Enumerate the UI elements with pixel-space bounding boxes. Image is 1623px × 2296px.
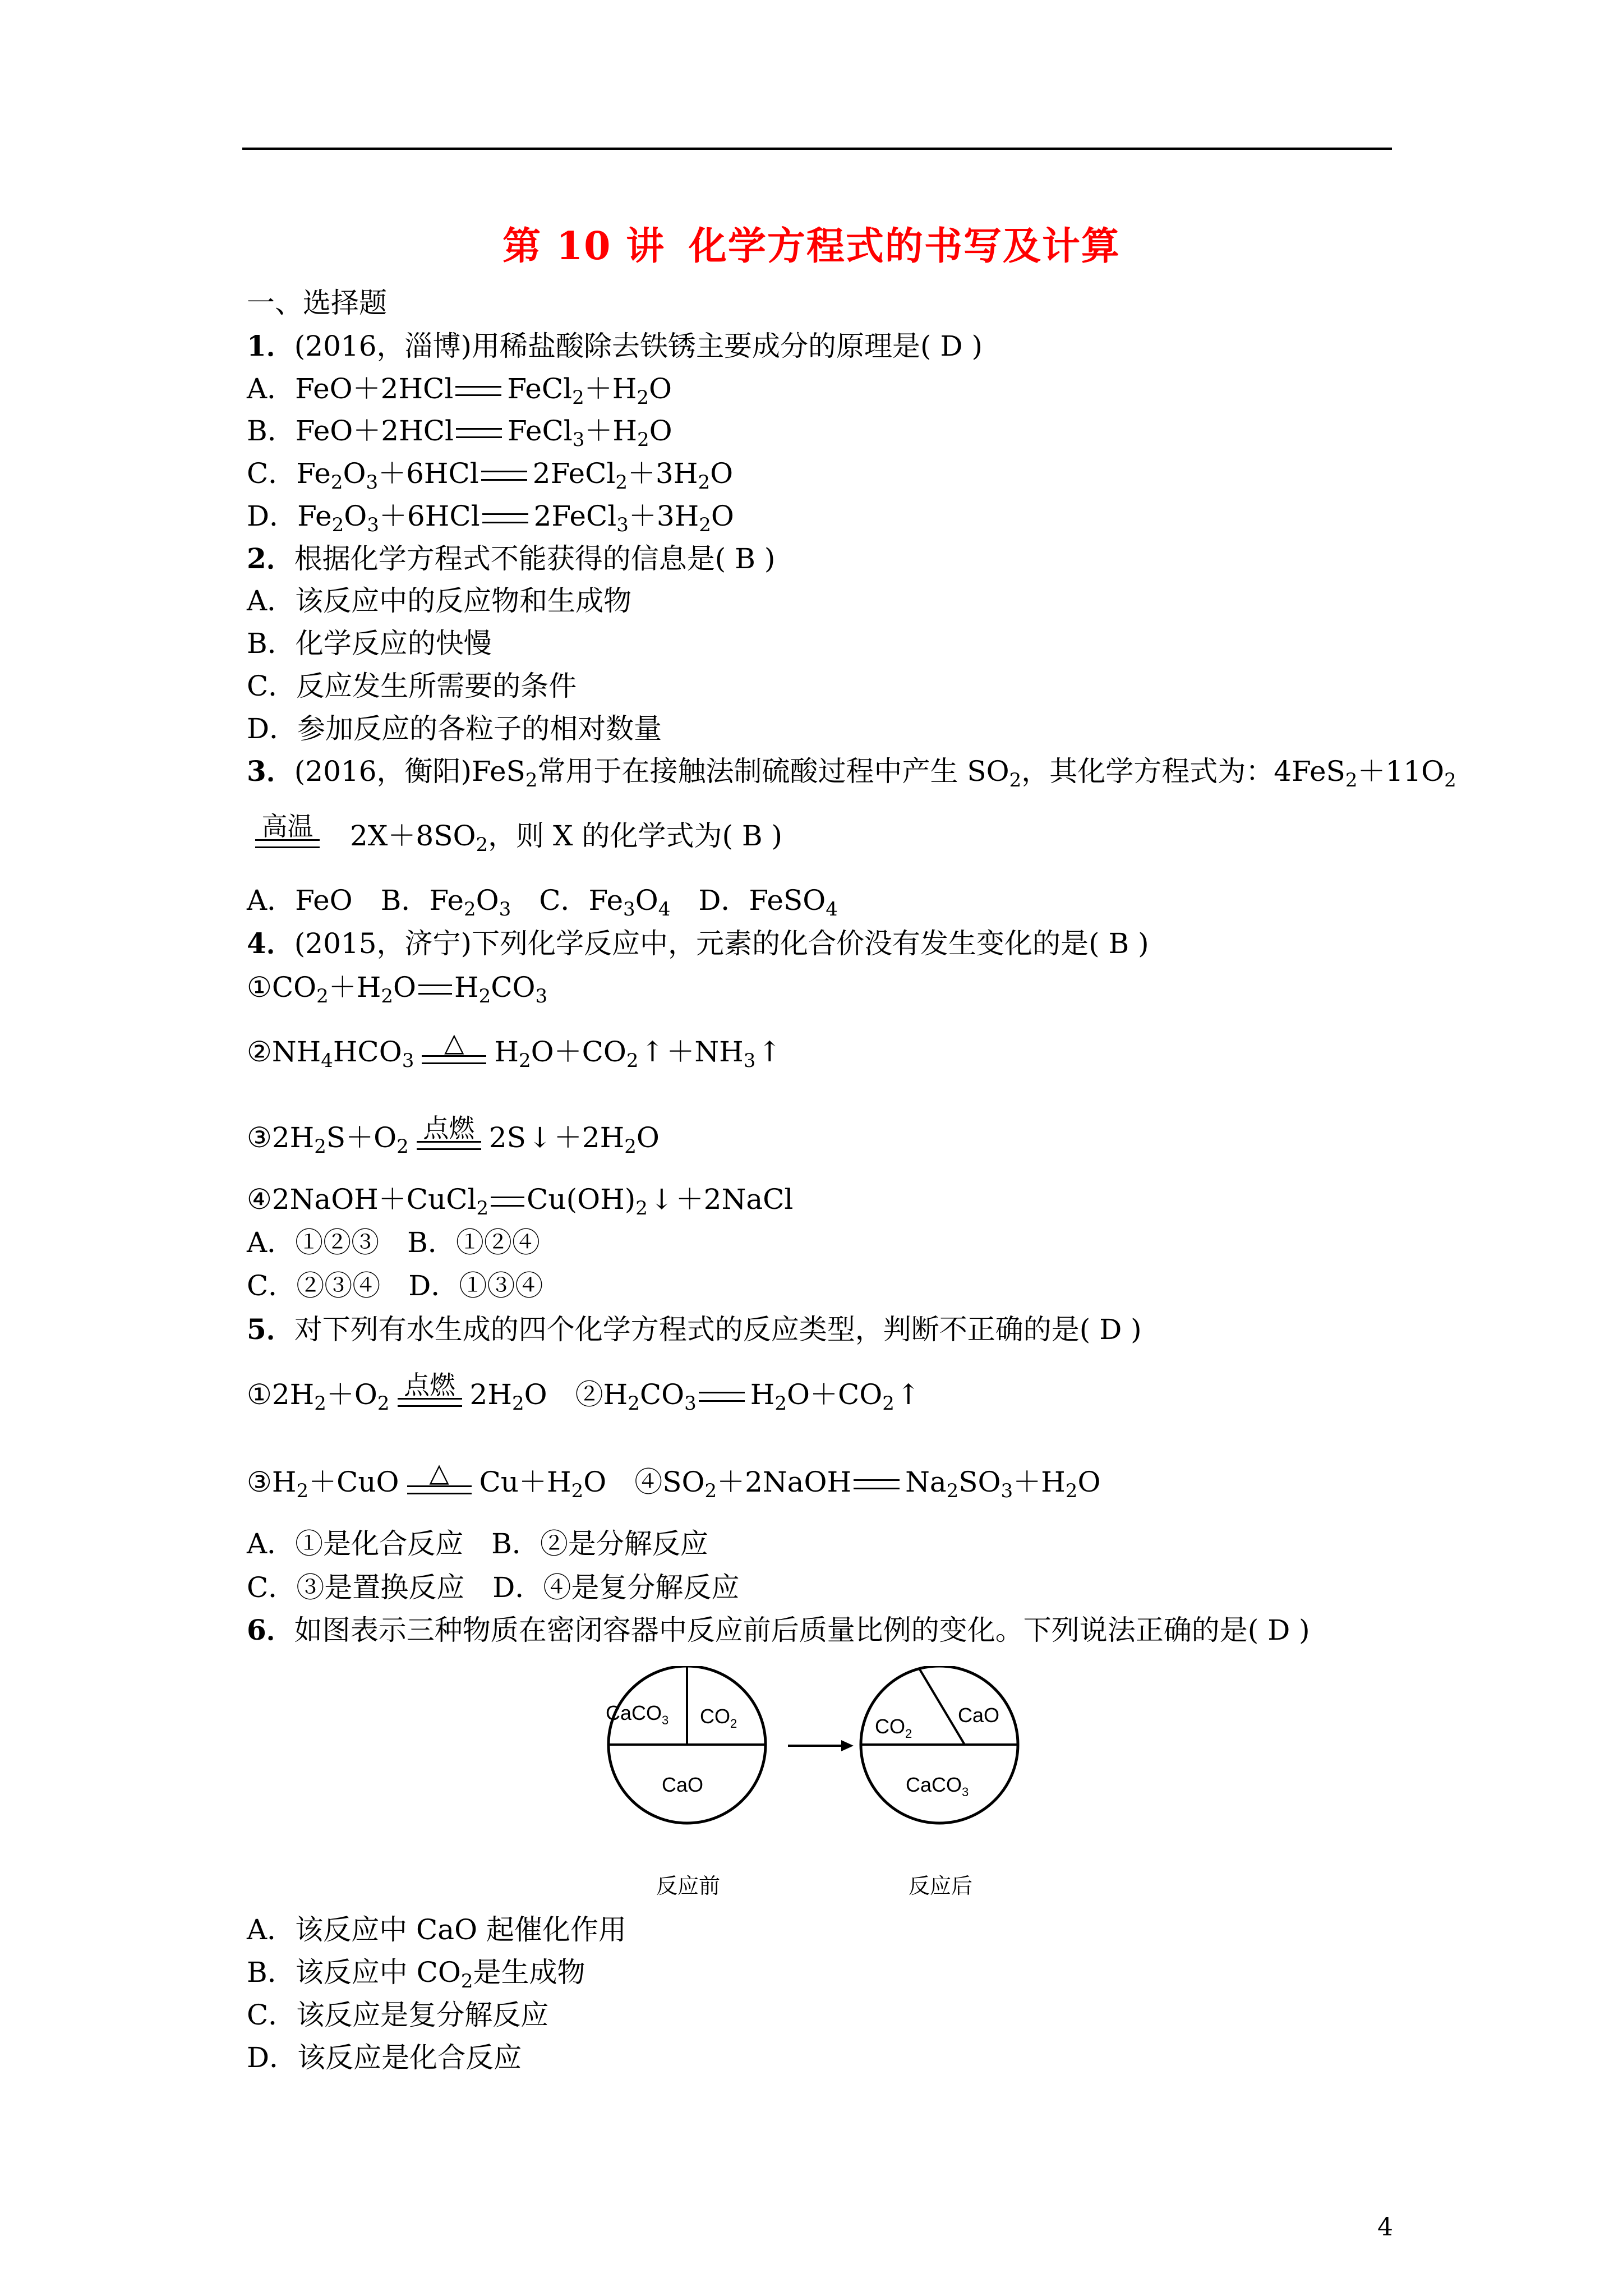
question-4-stem: 4．(2015，济宁)下列化学反应中，元素的化合价没有发生变化的是( B ) <box>247 927 1149 960</box>
question-1-option-b: B．FeO＋2HCl $FeCl_3+H_2O$ <box>247 415 672 452</box>
question-4-answers-ab: A．①②③ B．①②④ <box>247 1226 540 1259</box>
page-title <box>0 216 1623 270</box>
question-5-reactions-3-4: $③H_2+CuO$ △ $Cu+H_2O$ $④SO_2+2NaOH$ $Na_2SO_3+H_2O$ <box>247 1457 1101 1503</box>
question-2-stem: 2．根据化学方程式不能获得的信息是( B ) <box>247 542 776 575</box>
question-2-option-d: D．参加反应的各粒子的相对数量 <box>247 712 662 745</box>
question-1-option-a: A．FeO＋2HCl $FeCl_2+H_2O$ <box>247 372 672 409</box>
question-4-answers-cd: C．②③④ D．①③④ <box>247 1269 543 1302</box>
question-5-answers-ab: A．①是化合反应 B．②是分解反应 <box>247 1527 708 1560</box>
question-6-option-a: A．该反应中 CaO 起催化作用 <box>247 1913 626 1946</box>
pie-after-caco3-label: CaCO$_3$ <box>906 1773 969 1799</box>
section-heading: 一、选择题 <box>247 287 387 319</box>
title-lecture-number: 第 10 讲 <box>502 224 666 269</box>
pie-before-co2-label: $CO_2$ <box>700 1705 737 1731</box>
question-6-option-c: C．该反应是复分解反应 <box>247 1999 549 2031</box>
condition-high-temperature: 高温 <box>261 811 313 841</box>
page-number: 4 <box>1377 2213 1393 2242</box>
pie-before <box>606 1666 766 1823</box>
question-5-stem: 5．对下列有水生成的四个化学方程式的反应类型，判断不正确的是( D ) <box>247 1313 1142 1346</box>
question-6-stem: 6．如图表示三种物质在密闭容器中反应前后质量比例的变化。下列说法正确的是( D ) <box>247 1613 1310 1646</box>
pie-before-caco3-label: CaCO$_3$ <box>606 1701 669 1727</box>
question-6-option-d: D．该反应是化合反应 <box>247 2041 522 2074</box>
condition-heat: △ <box>429 1457 449 1488</box>
condition-ignite: 点燃 <box>404 1370 456 1400</box>
question-5-reactions-1-2: $①2H_2+O_2$ 点燃 $2H_2O$ $②H_2CO_3$ $H_2O+CO_2↑$ <box>247 1370 920 1415</box>
question-3-equation-line2: 高温 $2X+8SO_2$，则 X 的化学式为( B ) <box>255 819 782 853</box>
pie-after-co2-label: $CO_2$ <box>875 1715 912 1741</box>
condition-heat: △ <box>444 1027 464 1057</box>
question-2-option-c: C．反应发生所需要的条件 <box>247 670 577 702</box>
pie-after-cao-label: CaO <box>958 1704 1000 1727</box>
question-4-reaction-4: ④2NaOH＋CuCl$_2$ $Cu(OH)_2↓+2NaCl$ <box>247 1183 794 1220</box>
question-1-stem: 1．(2016，淄博)用稀盐酸除去铁锈主要成分的原理是( D ) <box>247 329 983 362</box>
question-4-reaction-2: $②NH_4HCO_3$ △ $H_2O+CO_2↑+NH_3↑$ <box>247 1027 782 1073</box>
question-1-option-d: D．$Fe_2O_3+6HCl$ $2FeCl_3+3H_2O$ <box>247 500 734 537</box>
header-rule <box>242 148 1392 150</box>
question-1-option-c: C．$Fe_2O_3+6HCl$ $2FeCl_2+3H_2O$ <box>247 457 734 494</box>
condition-ignite: 点燃 <box>423 1113 475 1143</box>
question-6-option-b: B．该反应中 $CO_2$是生成物 <box>247 1956 585 1993</box>
question-4-reaction-3: $③2H_2S+O_2$ 点燃 $2S↓+2H_2O$ <box>247 1113 660 1158</box>
arrow-icon <box>788 1740 854 1751</box>
question-2-option-a: A．该反应中的反应物和生成物 <box>247 585 632 617</box>
question-3-stem: 3．(2016，衡阳)FeS$_2$常用于在接触法制硫酸过程中产生 $SO_2$，其化学方程式为：$4FeS_2+11O_2$ <box>247 754 1456 792</box>
before-caption: 反应前 <box>656 1875 721 1898</box>
after-caption: 反应后 <box>909 1875 973 1898</box>
pie-before-cao-label: CaO <box>662 1773 704 1796</box>
title-topic: 化学方程式的书写及计算 <box>688 224 1121 269</box>
question-4-reaction-1: $①CO_2+H_2O$ $H_2CO_3$ <box>247 971 548 1008</box>
question-3-options: A．FeO B．$Fe_2O_3$ C．$Fe_3O_4$ D．FeSO$_4$ <box>247 884 838 921</box>
reaction-pie-diagram <box>594 1666 1043 1902</box>
pie-after <box>861 1666 1018 1823</box>
question-5-answers-cd: C．③是置换反应 D．④是复分解反应 <box>247 1571 740 1604</box>
question-2-option-b: B．化学反应的快慢 <box>247 627 492 660</box>
